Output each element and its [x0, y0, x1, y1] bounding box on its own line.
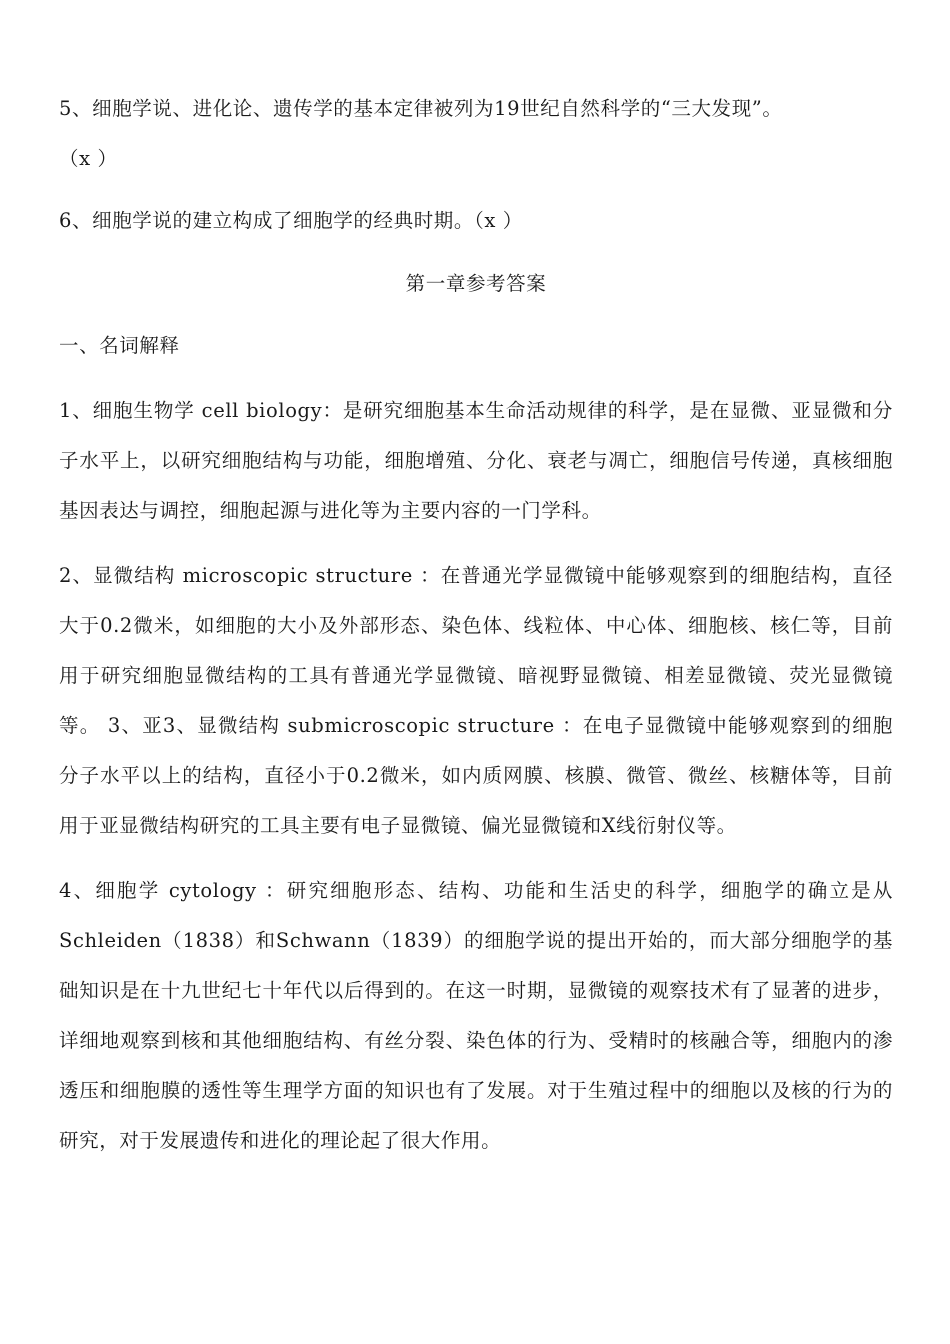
document-page [59, 84, 893, 1166]
definition-4: 4、细胞学 cytology ：研究细胞形态、结构、功能和生活史的科学，细胞学的确立是从Schleiden（1838）和Schwann（1839）的细胞学说的提出开始的，而大部分细胞学的基础知识是在十九世纪七十年代以后得到的。在这一时期，显微镜的观察技术有了显著的进步，详细地观察到核和其他细胞结构、有丝分裂、染色体的行为、受精时的核融合等，细胞内的渗透压和细胞膜的透性等生理学方面的知识也有了发展。对于生殖过程中的细胞以及核的行为的研究，对于发展遗传和进化的理论起了很大作用。 [59, 879, 893, 1152]
question-6: 6、细胞学说的建立构成了细胞学的经典时期。（x ） [59, 209, 523, 232]
question-5-line-1: 5、细胞学说、进化论、遗传学的基本定律被列为19世纪自然科学的“三大发现”。 [59, 97, 783, 120]
question-5-answer: （x ） [59, 147, 118, 170]
definition-1: 1、细胞生物学 cell biology：是研究细胞基本生命活动规律的科学，是在显微、亚显微和分子水平上，以研究细胞结构与功能，细胞增殖、分化、衰老与凋亡，细胞信号传递，真核细胞基因表达与调控，细胞起源与进化等为主要内容的一门学科。 [59, 399, 893, 522]
section-title: 一、名词解释 [59, 334, 180, 357]
chapter-title: 第一章参考答案 [405, 272, 547, 295]
definition-2-3: 2、显微结构 microscopic structure ：在普通光学显微镜中能够观察到的细胞结构，直径大于0.2微米，如细胞的大小及外部形态、染色体、线粒体、中心体、细胞核、核仁等，目前用于研究细胞显微结构的工具有普通光学显微镜、暗视野显微镜、相差显微镜、荧光显微镜等。 3、亚3、显微结构 submicroscopic structure ：在电子显微镜中能够观察到的细胞分子水平以上的结构，直径小于0.2微米，如内质网膜、核膜、微管、微丝、核糖体等，目前用于亚显微结构研究的工具主要有电子显微镜、偏光显微镜和X线衍射仪等。 [59, 564, 893, 837]
